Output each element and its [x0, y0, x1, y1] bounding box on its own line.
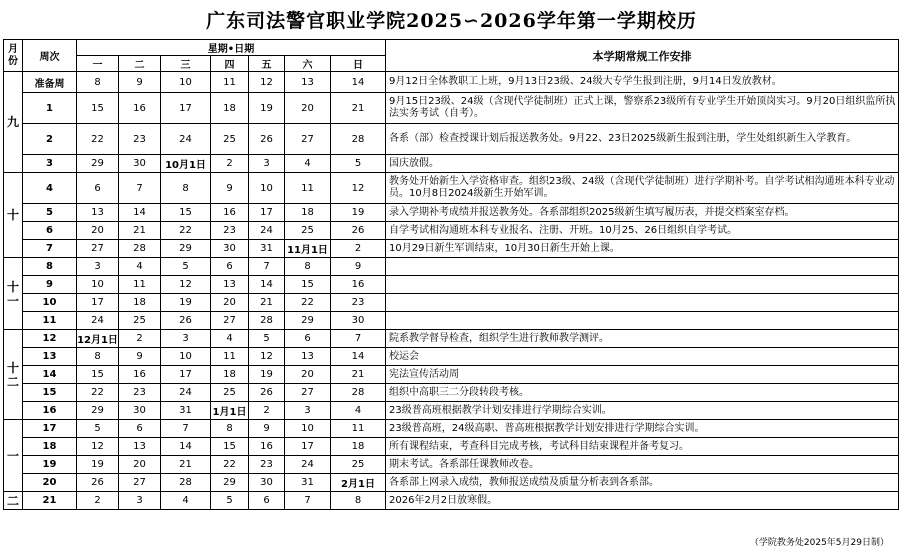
day-cell: 9 — [211, 173, 249, 204]
day-cell: 20 — [285, 366, 331, 384]
week-number-cell: 7 — [23, 240, 77, 258]
day-cell: 28 — [331, 124, 386, 155]
week-row — [4, 420, 899, 438]
day-cell: 13 — [211, 276, 249, 294]
day-cell: 27 — [285, 384, 331, 402]
day-cell: 19 — [331, 204, 386, 222]
weekday-header: 二 — [119, 56, 161, 72]
week-row — [4, 258, 899, 276]
week-row — [4, 155, 899, 173]
day-cell: 25 — [119, 312, 161, 330]
day-cell: 26 — [249, 124, 285, 155]
day-cell: 16 — [119, 366, 161, 384]
day-cell: 7 — [331, 330, 386, 348]
day-cell: 17 — [249, 204, 285, 222]
day-cell: 28 — [331, 384, 386, 402]
day-cell: 25 — [331, 456, 386, 474]
day-cell: 17 — [161, 93, 211, 124]
week-row — [4, 492, 899, 510]
day-cell: 28 — [161, 474, 211, 492]
day-cell: 16 — [249, 438, 285, 456]
weekday-header: 三 — [161, 56, 211, 72]
day-cell: 29 — [77, 155, 119, 173]
day-cell: 9 — [249, 420, 285, 438]
day-cell: 24 — [249, 222, 285, 240]
week-row — [4, 204, 899, 222]
day-cell: 30 — [331, 312, 386, 330]
week-row — [4, 312, 899, 330]
day-cell: 13 — [285, 348, 331, 366]
week-number-cell: 10 — [23, 294, 77, 312]
day-cell: 20 — [77, 222, 119, 240]
day-cell: 24 — [161, 124, 211, 155]
week-number-cell: 8 — [23, 258, 77, 276]
day-cell: 8 — [161, 173, 211, 204]
day-cell: 30 — [119, 402, 161, 420]
day-cell: 7 — [119, 173, 161, 204]
day-cell: 21 — [249, 294, 285, 312]
week-row — [4, 330, 899, 348]
day-cell: 30 — [211, 240, 249, 258]
week-row — [4, 173, 899, 204]
day-cell: 10 — [77, 276, 119, 294]
day-cell: 12 — [249, 348, 285, 366]
month-cell: 九 — [4, 72, 23, 173]
day-cell: 30 — [119, 155, 161, 173]
day-cell: 6 — [285, 330, 331, 348]
day-cell: 26 — [249, 384, 285, 402]
day-cell: 27 — [211, 312, 249, 330]
week-row — [4, 348, 899, 366]
work-plan-cell: 10月29日新生军训结束，10月30日新生开始上课。 — [386, 240, 899, 258]
day-cell: 5 — [249, 330, 285, 348]
day-cell: 5 — [77, 420, 119, 438]
day-cell: 24 — [285, 456, 331, 474]
day-cell: 19 — [249, 93, 285, 124]
week-number-cell: 13 — [23, 348, 77, 366]
day-cell: 11月1日 — [285, 240, 331, 258]
day-cell: 18 — [331, 438, 386, 456]
day-cell: 10月1日 — [161, 155, 211, 173]
week-number-cell: 18 — [23, 438, 77, 456]
day-cell: 4 — [161, 492, 211, 510]
day-cell: 23 — [211, 222, 249, 240]
work-plan-cell: 9月15日23级、24级（含现代学徒制班）正式上课，警察系23级所有专业学生开始顶岗实习。9月20日组织监所执法实务考试（自考）。 — [386, 93, 899, 124]
page-title: 广东司法警官职业学院2025∽2026学年第一学期校历 — [206, 10, 697, 32]
day-cell: 12 — [249, 72, 285, 93]
work-plan-cell — [386, 258, 899, 276]
work-plan-cell: 各系部上网录入成绩，教师报送成绩及质量分析表到各系部。 — [386, 474, 899, 492]
day-cell: 20 — [119, 456, 161, 474]
work-plan-cell: 2026年2月2日放寒假。 — [386, 492, 899, 510]
day-cell: 8 — [77, 348, 119, 366]
week-number-cell: 11 — [23, 312, 77, 330]
day-cell: 20 — [285, 93, 331, 124]
weekday-header: 六 — [285, 56, 331, 72]
day-cell: 18 — [211, 93, 249, 124]
day-cell: 12 — [161, 276, 211, 294]
work-plan-cell: 教务处开始新生入学资格审查。组织23级、24级（含现代学徒制班）进行学期补考。自学考试相沟通班本科专业动员。10月8日2024级新生开始军训。 — [386, 173, 899, 204]
day-cell: 29 — [285, 312, 331, 330]
work-plan-cell: 宪法宣传活动周 — [386, 366, 899, 384]
week-row — [4, 124, 899, 155]
day-cell: 2月1日 — [331, 474, 386, 492]
day-cell: 14 — [119, 204, 161, 222]
week-number-cell: 15 — [23, 384, 77, 402]
work-plan-cell — [386, 312, 899, 330]
day-cell: 28 — [119, 240, 161, 258]
work-plan-cell: 期末考试。各系部任课教师改卷。 — [386, 456, 899, 474]
day-cell: 15 — [285, 276, 331, 294]
day-cell: 25 — [211, 124, 249, 155]
week-number-cell: 17 — [23, 420, 77, 438]
day-cell: 6 — [119, 420, 161, 438]
day-cell: 24 — [161, 384, 211, 402]
calendar-body — [4, 72, 899, 510]
day-cell: 10 — [249, 173, 285, 204]
week-row — [4, 240, 899, 258]
day-cell: 27 — [77, 240, 119, 258]
day-cell: 18 — [211, 366, 249, 384]
week-row — [4, 366, 899, 384]
day-cell: 8 — [211, 420, 249, 438]
week-row — [4, 72, 899, 93]
plan-header: 本学期常规工作安排 — [386, 40, 899, 72]
weekday-header: 四 — [211, 56, 249, 72]
day-cell: 27 — [119, 474, 161, 492]
day-cell: 4 — [211, 330, 249, 348]
day-cell: 22 — [161, 222, 211, 240]
week-number-cell: 1 — [23, 93, 77, 124]
day-cell: 8 — [285, 258, 331, 276]
week-number-cell: 20 — [23, 474, 77, 492]
day-cell: 7 — [249, 258, 285, 276]
month-header: 月份 — [4, 40, 23, 72]
day-cell: 3 — [119, 492, 161, 510]
day-cell: 22 — [77, 124, 119, 155]
work-plan-cell: 各系（部）检查授课计划后报送教务处。9月22、23日2025级新生报到注册，学生处组织新生入学教育。 — [386, 124, 899, 155]
day-cell: 26 — [331, 222, 386, 240]
day-cell: 31 — [249, 240, 285, 258]
work-plan-cell: 23级普高班根据教学计划安排进行学期综合实训。 — [386, 402, 899, 420]
day-cell: 2 — [211, 155, 249, 173]
week-row — [4, 456, 899, 474]
day-cell: 18 — [119, 294, 161, 312]
week-number-cell: 2 — [23, 124, 77, 155]
day-cell: 10 — [285, 420, 331, 438]
day-cell: 21 — [161, 456, 211, 474]
month-cell: 十一 — [4, 258, 23, 330]
day-cell: 3 — [249, 155, 285, 173]
day-cell: 5 — [331, 155, 386, 173]
work-plan-cell — [386, 276, 899, 294]
day-cell: 15 — [77, 366, 119, 384]
day-cell: 17 — [285, 438, 331, 456]
day-cell: 24 — [77, 312, 119, 330]
day-cell: 26 — [77, 474, 119, 492]
day-cell: 16 — [119, 93, 161, 124]
weekday-header: 五 — [249, 56, 285, 72]
day-cell: 3 — [77, 258, 119, 276]
week-row — [4, 276, 899, 294]
month-cell: 一 — [4, 420, 23, 492]
day-cell: 22 — [77, 384, 119, 402]
day-cell: 31 — [161, 402, 211, 420]
work-plan-cell: 校运会 — [386, 348, 899, 366]
week-number-cell: 5 — [23, 204, 77, 222]
day-cell: 2 — [119, 330, 161, 348]
day-cell: 12 — [331, 173, 386, 204]
day-cell: 13 — [285, 72, 331, 93]
day-cell: 22 — [211, 456, 249, 474]
week-row — [4, 402, 899, 420]
week-number-cell: 21 — [23, 492, 77, 510]
calendar-table — [3, 39, 899, 510]
day-cell: 14 — [331, 72, 386, 93]
week-number-cell: 14 — [23, 366, 77, 384]
day-cell: 20 — [211, 294, 249, 312]
day-cell: 17 — [161, 366, 211, 384]
day-cell: 23 — [119, 124, 161, 155]
week-number-cell: 3 — [23, 155, 77, 173]
day-cell: 2 — [249, 402, 285, 420]
day-cell: 8 — [77, 72, 119, 93]
work-plan-cell: 自学考试相沟通班本科专业报名、注册、开班。10月25、26日组织自学考试。 — [386, 222, 899, 240]
day-cell: 15 — [77, 93, 119, 124]
day-cell: 6 — [249, 492, 285, 510]
week-row — [4, 93, 899, 124]
day-cell: 5 — [161, 258, 211, 276]
day-cell: 16 — [331, 276, 386, 294]
week-row — [4, 222, 899, 240]
day-cell: 15 — [211, 438, 249, 456]
day-cell: 9 — [119, 348, 161, 366]
day-cell: 29 — [161, 240, 211, 258]
day-cell: 11 — [331, 420, 386, 438]
day-cell: 26 — [161, 312, 211, 330]
month-cell: 十 — [4, 173, 23, 258]
day-cell: 3 — [161, 330, 211, 348]
work-plan-cell: 组织中高职三二分段转段考核。 — [386, 384, 899, 402]
day-cell: 5 — [211, 492, 249, 510]
day-cell: 21 — [119, 222, 161, 240]
day-cell: 13 — [77, 204, 119, 222]
day-cell: 16 — [211, 204, 249, 222]
week-number-cell: 9 — [23, 276, 77, 294]
week-header: 周次 — [23, 40, 77, 72]
work-plan-cell: 9月12日全体教职工上班，9月13日23级、24级大专学生报到注册，9月14日发放教材。 — [386, 72, 899, 93]
day-cell: 25 — [285, 222, 331, 240]
day-cell: 11 — [119, 276, 161, 294]
week-row — [4, 294, 899, 312]
work-plan-cell — [386, 294, 899, 312]
day-cell: 13 — [119, 438, 161, 456]
footnote: （学院教务处2025年5月29日制） — [749, 538, 889, 548]
day-cell: 2 — [77, 492, 119, 510]
day-cell: 9 — [331, 258, 386, 276]
day-cell: 9 — [119, 72, 161, 93]
day-cell: 4 — [119, 258, 161, 276]
day-cell: 12月1日 — [77, 330, 119, 348]
day-cell: 29 — [211, 474, 249, 492]
day-cell: 1月1日 — [211, 402, 249, 420]
day-cell: 21 — [331, 366, 386, 384]
month-cell: 十二 — [4, 330, 23, 420]
day-cell: 28 — [249, 312, 285, 330]
day-cell: 17 — [77, 294, 119, 312]
day-cell: 11 — [211, 72, 249, 93]
week-number-cell: 4 — [23, 173, 77, 204]
work-plan-cell: 院系教学督导检查，组织学生进行教师教学测评。 — [386, 330, 899, 348]
day-cell: 14 — [161, 438, 211, 456]
day-cell: 29 — [77, 402, 119, 420]
day-cell: 27 — [285, 124, 331, 155]
day-cell: 11 — [211, 348, 249, 366]
day-cell: 6 — [77, 173, 119, 204]
week-number-cell: 6 — [23, 222, 77, 240]
week-number-cell: 16 — [23, 402, 77, 420]
day-cell: 22 — [285, 294, 331, 312]
work-plan-cell: 所有课程结束，考查科目完成考核，考试科目结束课程并备考复习。 — [386, 438, 899, 456]
day-cell: 14 — [331, 348, 386, 366]
day-cell: 19 — [249, 366, 285, 384]
day-cell: 23 — [249, 456, 285, 474]
day-cell: 10 — [161, 348, 211, 366]
day-cell: 11 — [285, 173, 331, 204]
month-cell: 二 — [4, 492, 23, 510]
day-cell: 12 — [77, 438, 119, 456]
day-cell: 18 — [285, 204, 331, 222]
day-cell: 14 — [249, 276, 285, 294]
day-cell: 23 — [331, 294, 386, 312]
day-cell: 31 — [285, 474, 331, 492]
day-cell: 4 — [331, 402, 386, 420]
day-cell: 10 — [161, 72, 211, 93]
day-cell: 7 — [285, 492, 331, 510]
day-cell: 3 — [285, 402, 331, 420]
week-number-cell: 19 — [23, 456, 77, 474]
week-number-cell: 准备周 — [23, 72, 77, 93]
week-row — [4, 384, 899, 402]
day-cell: 19 — [77, 456, 119, 474]
work-plan-cell: 录入学期补考成绩并报送教务处。各系部组织2025级新生填写履历表，并提交档案室存档。 — [386, 204, 899, 222]
day-cell: 6 — [211, 258, 249, 276]
week-number-cell: 12 — [23, 330, 77, 348]
weekday-header: 一 — [77, 56, 119, 72]
date-group-header: 星期•日期 — [77, 40, 386, 56]
week-row — [4, 438, 899, 456]
work-plan-cell: 23级普高班，24级高职、普高班根据教学计划安排进行学期综合实训。 — [386, 420, 899, 438]
weekday-header: 日 — [331, 56, 386, 72]
day-cell: 8 — [331, 492, 386, 510]
day-cell: 23 — [119, 384, 161, 402]
day-cell: 21 — [331, 93, 386, 124]
day-cell: 2 — [331, 240, 386, 258]
day-cell: 25 — [211, 384, 249, 402]
day-cell: 15 — [161, 204, 211, 222]
work-plan-cell: 国庆放假。 — [386, 155, 899, 173]
week-row — [4, 474, 899, 492]
day-cell: 4 — [285, 155, 331, 173]
day-cell: 30 — [249, 474, 285, 492]
day-cell: 19 — [161, 294, 211, 312]
day-cell: 7 — [161, 420, 211, 438]
